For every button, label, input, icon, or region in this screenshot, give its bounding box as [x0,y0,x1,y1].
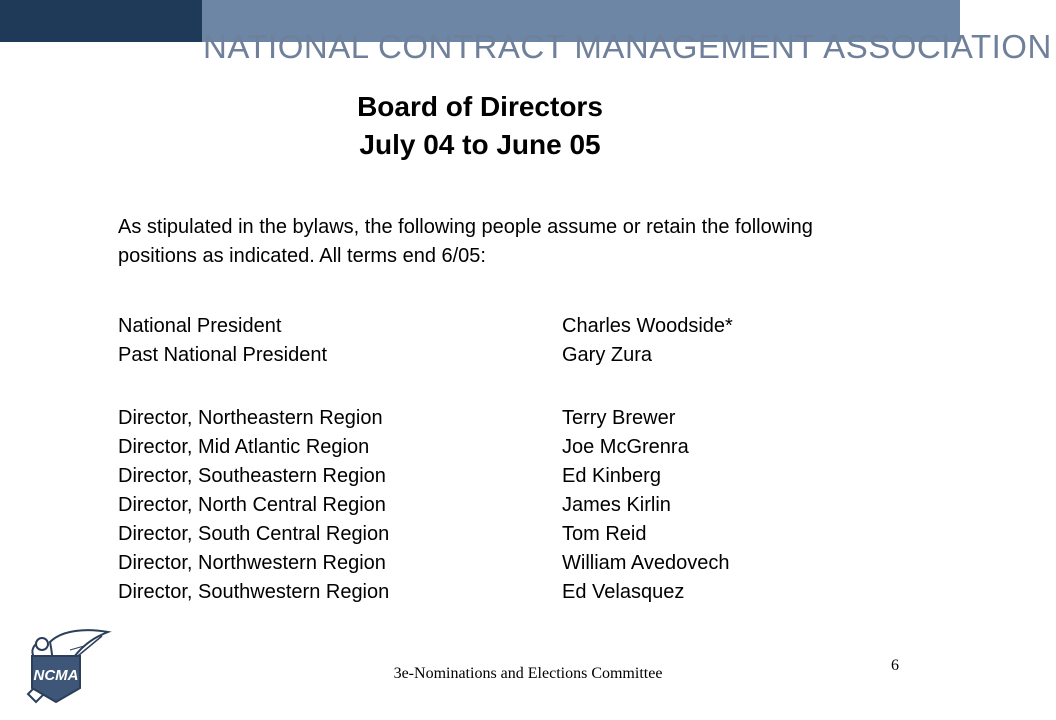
organization-name: NATIONAL CONTRACT MANAGEMENT ASSOCIATION [203,28,1052,65]
position-label: Director, North Central Region [118,494,386,516]
person-name: Ed Velasquez [562,581,685,603]
logo-text: NCMA [33,667,79,684]
page-title [0,88,960,164]
roster-row [118,549,858,578]
section-spacer [118,370,858,404]
title-line-2: July 04 to June 05 [359,129,601,160]
person-name: Tom Reid [562,523,647,545]
person-name: Joe McGrenra [562,436,689,458]
roster-row [118,462,858,491]
roster-row [118,341,858,370]
person-name: Charles Woodside* [562,315,733,337]
header-banner [0,0,1052,65]
roster-row [118,578,858,607]
roster-row [118,520,858,549]
roster-row [118,404,858,433]
position-label: Director, Southeastern Region [118,465,386,487]
footer-text: 3e-Nominations and Elections Committee [393,665,663,682]
person-name: Terry Brewer [562,407,676,429]
position-label: Director, Northwestern Region [118,552,386,574]
person-name: William Avedovech [562,552,730,574]
position-label: Past National President [118,344,328,366]
person-name: Gary Zura [562,344,653,366]
roster-row [118,312,858,341]
roster-row [118,433,858,462]
board-roster [118,312,858,607]
header-banner-dark-block [0,0,202,42]
title-line-1: Board of Directors [357,91,603,122]
person-name: Ed Kinberg [562,465,661,487]
position-label: Director, Southwestern Region [118,581,390,603]
position-label: Director, Mid Atlantic Region [118,436,370,458]
intro-paragraph: As stipulated in the bylaws, the following people assume or retain the following positions as indicated. All terms end 6/05: [118,216,813,267]
page-number: 6 [891,657,899,674]
position-label: National President [118,315,282,337]
position-label: Director, South Central Region [118,523,390,545]
roster-row [118,491,858,520]
position-label: Director, Northeastern Region [118,407,383,429]
person-name: James Kirlin [562,494,671,516]
